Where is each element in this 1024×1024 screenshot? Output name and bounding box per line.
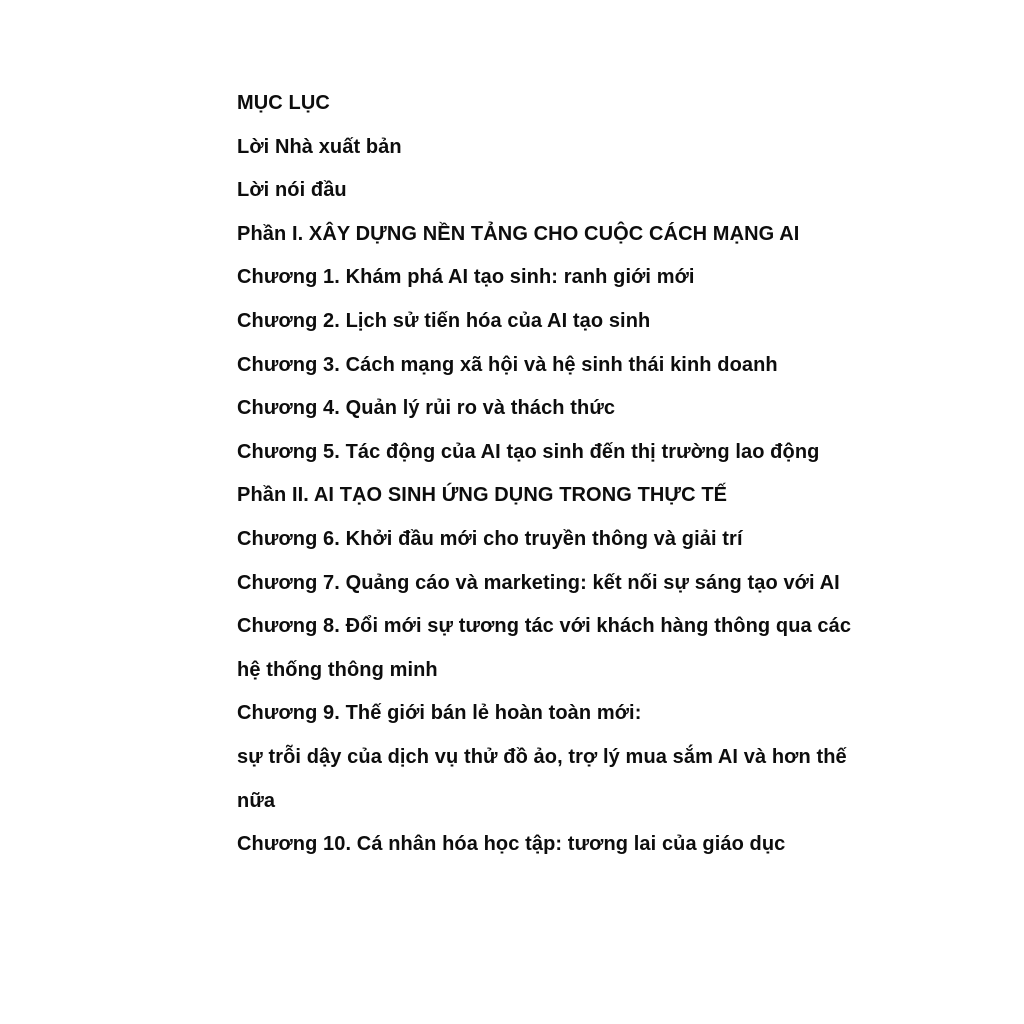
toc-chapter-8: Chương 8. Đổi mới sự tương tác với khách hàng thông qua các (237, 615, 852, 638)
toc-chapter-1: Chương 1. Khám phá AI tạo sinh: ranh giới mới (237, 266, 695, 289)
toc-chapter-9-continuation-1: sự trỗi dậy của dịch vụ thử đồ ảo, trợ lý mua sắm AI và hơn thế (237, 745, 847, 768)
toc-chapter-2: Chương 2. Lịch sử tiến hóa của AI tạo sinh (237, 309, 651, 332)
toc-chapter-8-continuation: hệ thống thông minh (237, 658, 438, 681)
toc-front-matter-foreword: Lời nói đầu (237, 179, 347, 202)
toc-chapter-10: Chương 10. Cá nhân hóa học tập: tương lai của giáo dục (237, 833, 786, 856)
toc-title: MỤC LỤC (237, 92, 330, 114)
toc-part-2-heading: Phần II. AI TẠO SINH ỨNG DỤNG TRONG THỰC TẾ (237, 484, 728, 507)
toc-chapter-5: Chương 5. Tác động của AI tạo sinh đến thị trường lao động (237, 440, 820, 463)
toc-chapter-9-continuation-2: nữa (237, 789, 276, 812)
toc-front-matter-publisher: Lời Nhà xuất bản (237, 135, 402, 158)
table-of-contents (237, 82, 964, 867)
toc-chapter-4: Chương 4. Quản lý rủi ro và thách thức (237, 397, 616, 420)
toc-chapter-9: Chương 9. Thế giới bán lẻ hoàn toàn mới: (237, 702, 642, 725)
toc-chapter-7: Chương 7. Quảng cáo và marketing: kết nối sự sáng tạo với AI (237, 571, 840, 594)
toc-chapter-3: Chương 3. Cách mạng xã hội và hệ sinh thái kinh doanh (237, 353, 778, 376)
toc-part-1-heading: Phần I. XÂY DỰNG NỀN TẢNG CHO CUỘC CÁCH MẠNG AI (237, 222, 800, 245)
toc-chapter-6: Chương 6. Khởi đầu mới cho truyền thông và giải trí (237, 527, 743, 550)
